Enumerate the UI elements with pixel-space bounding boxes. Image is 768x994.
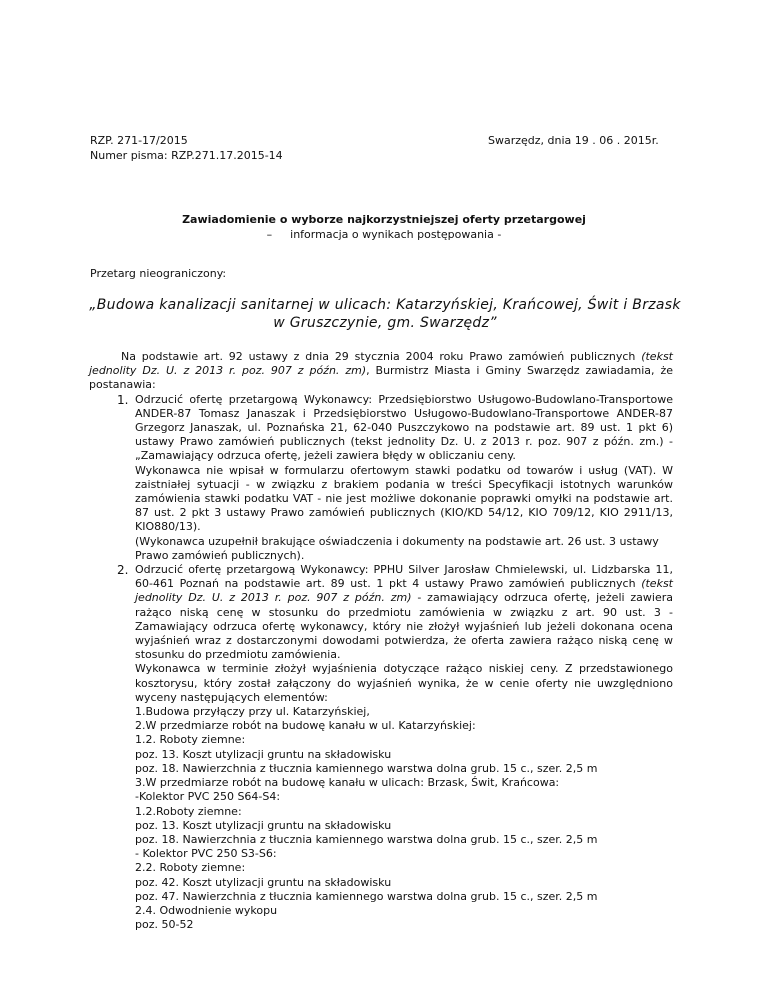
list-line: 2.2. Roboty ziemne: bbox=[135, 861, 246, 875]
item-1-text-1: Odrzucić ofertę przetargową Wykonawcy: Przedsiębiorstwo Usługowo-Budowlano-Transportowe ANDER-87 Tomasz Janaszak i Przedsiębiorstwo Usługowo-Budowlano-Transportowe ANDER-87 Grzegorz Janaszak, ul. Poznańska 21, 62-040 Puszczykowo na podstawie art. 89 ust. 1 pkt 6) ustawy Prawo zamówień publicznych (tekst jednolity Dz. U. z 2013 r. poz. 907 z późn. zm.) - „Zamawiający odrzuca ofertę, jeżeli zawiera błędy w obliczaniu ceny. bbox=[135, 392, 673, 463]
item-1-text-3: (Wykonawca uzupełnił brakujące oświadczenia i dokumenty na podstawie art. 26 ust. 3 ustawy Prawo zamówień publicznych). bbox=[135, 534, 659, 562]
intro-text-2: , Burmistrz Miasta i Gminy Swarzędz zawiadamia, że postanawia: bbox=[89, 364, 673, 392]
list-line: poz. 50-52 bbox=[135, 918, 194, 932]
item-2-legal-reference: (tekst jednolity Dz. U. z 2013 r. poz. 907 z późn. zm) bbox=[135, 577, 673, 605]
decision-item-1 bbox=[89, 393, 673, 563]
list-line: poz. 47. Nawierzchnia z tłucznia kamiennego warstwa dolna grub. 15 c., szer. 2,5 m bbox=[135, 889, 598, 903]
project-title-line1: „Budowa kanalizacji sanitarnej w ulicach: Katarzyńskiej, Krańcowej, Świt i Brzask bbox=[89, 297, 681, 313]
item-2-text-1b: - zamawiający odrzuca ofertę, jeżeli zawiera rażąco niską cenę w stosunku do przedmiotu zamówienia w związku z art. 90 ust. 3 - Zamawiający odrzuca ofertę wykonawcy, który nie złożył wyjaśnień lub jeżeli dokonana ocena wyjaśnień wraz z dostarczonymi dowodami potwierdza, że oferta zawiera rażąco niską cenę w stosunku do przedmiotu zamówienia. bbox=[135, 591, 673, 662]
list-line: -Kolektor PVC 250 S64-S4: bbox=[135, 790, 281, 804]
intro-legal-reference: (tekst jednolity Dz. U. z 2013 r. poz. 907 z późn. zm) bbox=[89, 350, 673, 378]
letter-number: Numer pisma: RZP.271.17.2015-14 bbox=[90, 149, 283, 162]
list-line: poz. 18. Nawierzchnia z tłucznia kamiennego warstwa dolna grub. 15 c., szer. 2,5 m bbox=[135, 761, 598, 775]
document-title: Zawiadomienie o wyborze najkorzystniejszej oferty przetargowej bbox=[182, 213, 586, 226]
document-subtitle bbox=[0, 228, 768, 241]
header-left bbox=[90, 133, 283, 163]
decision-item-2 bbox=[89, 563, 673, 932]
item-1-text-2: Wykonawca nie wpisał w formularzu ofertowym stawki podatku od towarów i usług (VAT). W zaistniałej sytuacji - w związku z brakiem podania w treści Specyfikacji istotnych warunków zamówienia stawki podatku VAT - nie jest możliwe dokonanie poprawki omyłki na podstawie art. 87 ust. 2 pkt 3 ustawy Prawo zamówień publicznych (KIO/KD 54/12, KIO 709/12, KIO 2911/13, KIO880/13). bbox=[135, 463, 673, 534]
item-2-number: 2. bbox=[117, 563, 129, 578]
list-line: 3.W przedmiarze robót na budowę kanału w ulicach: Brzask, Świt, Krańcowa: bbox=[135, 776, 560, 790]
item-2-text-1a: Odrzucić ofertę przetargową Wykonawcy: PPHU Silver Jarosław Chmielewski, ul. Lidzbarska 11, 60-461 Poznań na podstawie art. 89 ust. 1 pkt 4 ustawy Prawo zamówień publicznych bbox=[135, 563, 673, 591]
list-line: 1.Budowa przyłączy przy ul. Katarzyńskiej, bbox=[135, 705, 370, 719]
place-date: Swarzędz, dnia 19 . 06 . 2015r. bbox=[488, 134, 659, 147]
subtitle-text: informacja o wynikach postępowania - bbox=[290, 228, 502, 241]
list-line: - Kolektor PVC 250 S3-S6: bbox=[135, 847, 277, 861]
list-line: 2.W przedmiarze robót na budowę kanału w ul. Katarzyńskiej: bbox=[135, 719, 476, 733]
list-line: 2.4. Odwodnienie wykopu bbox=[135, 903, 278, 917]
subtitle-dash: – bbox=[266, 228, 273, 241]
list-line: poz. 13. Koszt utylizacji gruntu na składowisku bbox=[135, 747, 392, 761]
project-title bbox=[80, 296, 690, 332]
missing-elements-list bbox=[135, 705, 673, 932]
reference-number: RZP. 271-17/2015 bbox=[90, 134, 188, 147]
list-line: poz. 13. Koszt utylizacji gruntu na składowisku bbox=[135, 818, 392, 832]
intro-text-1: Na podstawie art. 92 ustawy z dnia 29 stycznia 2004 roku Prawo zamówień publicznych bbox=[121, 350, 642, 363]
list-line: poz. 18. Nawierzchnia z tłucznia kamiennego warstwa dolna grub. 15 c., szer. 2,5 m bbox=[135, 832, 598, 846]
intro-paragraph bbox=[89, 350, 673, 393]
project-title-line2: w Gruszczynie, gm. Swarzędz” bbox=[273, 315, 497, 331]
item-2-text-2: Wykonawca w terminie złożył wyjaśnienia dotyczące rażąco niskiej ceny. Z przedstawionego kosztorysu, który został załączony do wyjaśnień wynika, że w cenie oferty nie uwzględniono wyceny następujących elementów: bbox=[135, 662, 673, 704]
list-line: 1.2. Roboty ziemne: bbox=[135, 733, 246, 747]
document-body bbox=[89, 350, 673, 932]
list-line: 1.2.Roboty ziemne: bbox=[135, 804, 242, 818]
item-2-text-1 bbox=[135, 563, 673, 662]
list-line: poz. 42. Koszt utylizacji gruntu na składowisku bbox=[135, 875, 392, 889]
tender-type: Przetarg nieograniczony: bbox=[90, 267, 227, 280]
item-1-number: 1. bbox=[117, 392, 129, 407]
